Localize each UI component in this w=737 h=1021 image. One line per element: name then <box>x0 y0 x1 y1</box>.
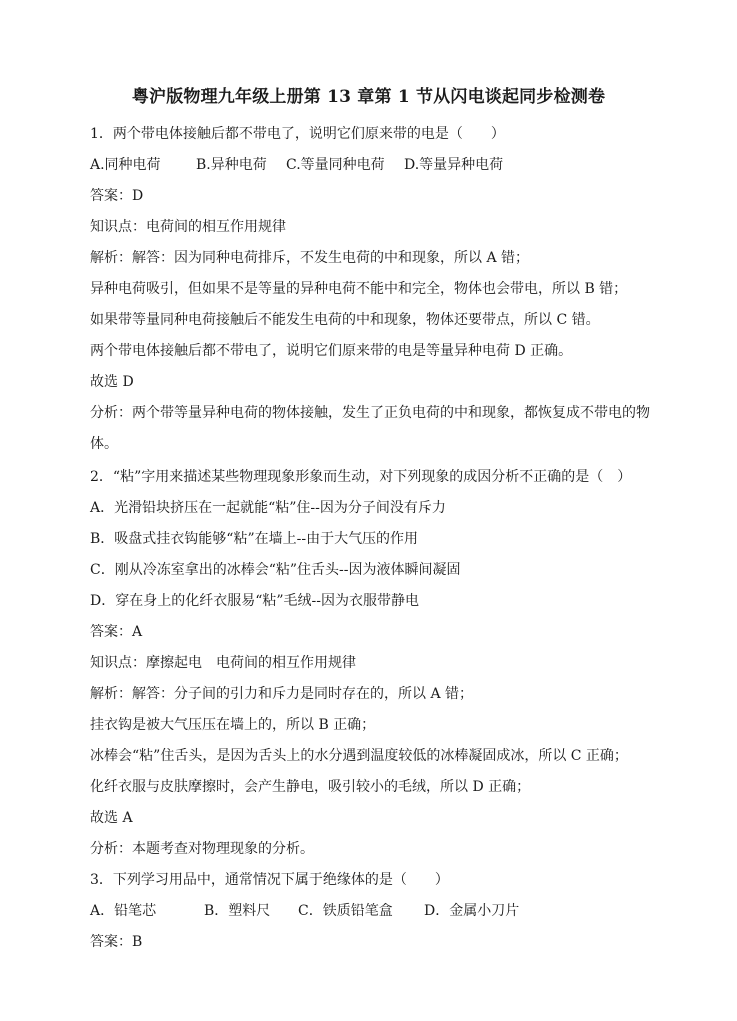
q2-analysis-line: 挂衣钩是被大气压压在墙上的，所以 B 正确； <box>90 717 376 733</box>
q1-analysis-line: 异种电荷吸引，但如果不是等量的异种电荷不能中和完全，物体也会带电，所以 B 错； <box>90 281 628 297</box>
q2-summary: 分析：本题考查对物理现象的分析。 <box>90 841 314 857</box>
q2-answer: 答案：A <box>90 624 143 640</box>
q1-analysis-line: 解析：解答：因为同种电荷排斥，不发生电荷的中和现象，所以 A 错； <box>90 250 530 266</box>
q3-answer: 答案：B <box>90 934 143 950</box>
q2-analysis-line: 解析：解答：分子间的引力和斥力是同时存在的，所以 A 错； <box>90 686 474 702</box>
q1-option-a: A.同种电荷 <box>90 157 161 173</box>
q3-options <box>90 901 519 921</box>
q1-choose: 故选 D <box>90 374 134 390</box>
q3-option-d: D．金属小刀片 <box>424 903 520 919</box>
q2-knowledge: 知识点：摩擦起电 电荷间的相互作用规律 <box>90 655 356 671</box>
q1-options <box>90 155 503 175</box>
page-title: 粤沪版物理九年级上册第 13 章第 1 节从闪电谈起同步检测卷 <box>131 87 606 107</box>
q2-analysis-line: 化纤衣服与皮肤摩擦时，会产生静电，吸引较小的毛绒，所以 D 正确； <box>90 779 531 795</box>
q3-option-b: B．塑料尺 <box>204 903 271 919</box>
q1-option-b: B.异种电荷 <box>196 157 267 173</box>
q3-option-c: C．铁质铅笔盒 <box>298 903 393 919</box>
q2-question: 2．“粘”字用来描述某些物理现象形象而生动，对下列现象的成因分析不正确的是（ ） <box>90 469 632 485</box>
q1-summary: 分析：两个带等量异种电荷的物体接触，发生了正负电荷的中和现象，都恢复成不带电的物体。 <box>90 405 650 452</box>
q2-option-a: A．光滑铅块挤压在一起就能“粘”住--因为分子间没有斥力 <box>90 500 446 516</box>
q1-knowledge: 知识点：电荷间的相互作用规律 <box>90 219 286 235</box>
q3-question: 3．下列学习用品中，通常情况下属于绝缘体的是（ ） <box>90 872 449 888</box>
q2-analysis-line: 冰棒会“粘”住舌头，是因为舌头上的水分遇到温度较低的冰棒凝固成冰，所以 C 正确； <box>90 748 628 764</box>
q2-option-d: D．穿在身上的化纤衣服易“粘”毛绒--因为衣服带静电 <box>90 593 419 609</box>
q1-question: 1．两个带电体接触后都不带电了，说明它们原来带的电是（ ） <box>90 126 505 142</box>
q3-option-a: A．铅笔芯 <box>90 903 157 919</box>
q1-analysis-line: 两个带电体接触后都不带电了，说明它们原来带的电是等量异种电荷 D 正确。 <box>90 343 573 359</box>
q2-option-b: B．吸盘式挂衣钩能够“粘”在墙上--由于大气压的作用 <box>90 531 419 547</box>
q1-answer: 答案：D <box>90 188 144 204</box>
q1-option-c: C.等量同种电荷 <box>286 157 385 173</box>
q2-option-c: C．刚从冷冻室拿出的冰棒会“粘”住舌头--因为液体瞬间凝固 <box>90 562 461 578</box>
q1-option-d: D.等量异种电荷 <box>404 157 504 173</box>
q2-choose: 故选 A <box>90 810 133 826</box>
q1-analysis-line: 如果带等量同种电荷接触后不能发生电荷的中和现象，物体还要带点，所以 C 错。 <box>90 312 600 328</box>
